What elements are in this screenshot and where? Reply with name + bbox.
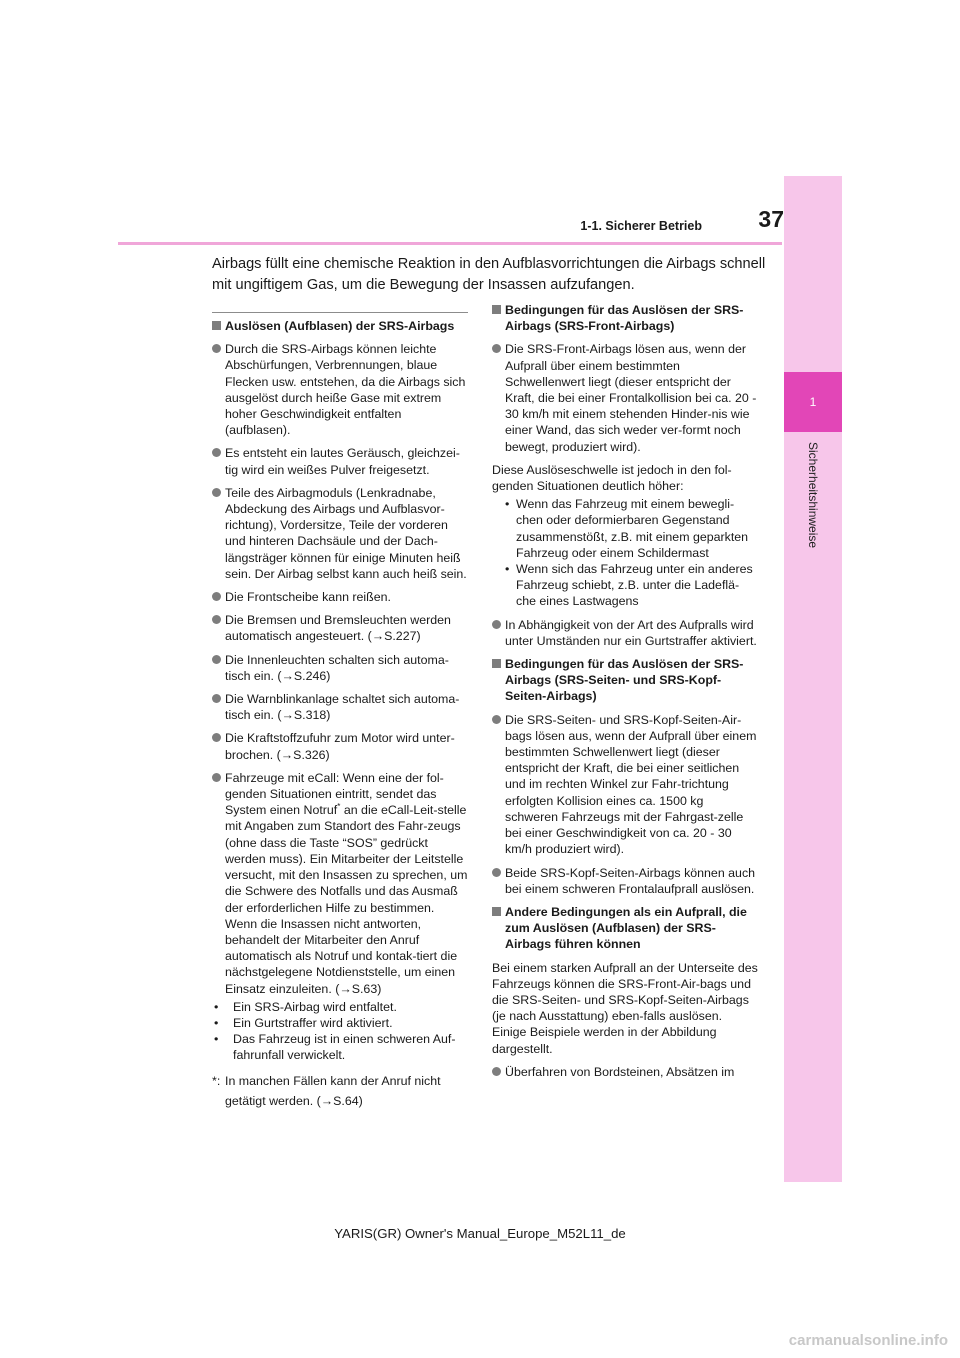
section-heading [492, 656, 758, 705]
section-heading [492, 904, 758, 953]
bullet-text: Die Frontscheibe kann reißen. [225, 590, 391, 605]
threshold-sub-list [492, 496, 758, 609]
bullet-text: Die SRS-Front-Airbags lösen aus, wenn der Aufprall über einem bestimmten Schwellenwert liegt (dieser entspricht der Kraft, die bei einer Frontalkollision bei ca. 20 - 30 km/h mit einem stehenden Hinder-nis wie einer Wand, das sich weder ver-formt noch bewegt, produziert wird). [505, 342, 757, 454]
chapter-label: Sicherheitshinweise [806, 442, 820, 549]
right-column [492, 302, 758, 1087]
circle-bullet-icon [212, 773, 221, 782]
dot-bullet-icon: • [505, 562, 510, 577]
bullet-text: Die Innenleuchten schalten sich automa-tisch ein. (→S.246) [225, 652, 449, 683]
section-title: 1-1. Sicherer Betrieb [580, 219, 702, 233]
circle-bullet-icon [492, 868, 501, 877]
bullet-text: Die Kraftstoffzufuhr zum Motor wird unter-brochen. (→S.326) [225, 731, 455, 762]
section-heading [212, 318, 468, 334]
list-item [212, 1015, 468, 1031]
circle-bullet-icon [492, 715, 501, 724]
bullet-item [212, 652, 468, 684]
bullet-text: Die Bremsen und Bremsleuchten werden automatisch angesteuert. (→S.227) [225, 613, 451, 644]
bullet-item [492, 865, 758, 897]
bullet-text: Beide SRS-Kopf-Seiten-Airbags können auch bei einem schweren Frontalaufprall auslösen. [505, 865, 756, 896]
section-heading-text: Auslösen (Aufblasen) der SRS-Airbags [225, 319, 455, 333]
list-item [492, 496, 758, 561]
bullet-item [212, 341, 468, 438]
circle-bullet-icon [212, 488, 221, 497]
bullet-text: In Abhängigkeit von der Art des Aufpralls wird unter Umständen nur ein Gurtstraffer aktiviert. [505, 617, 757, 648]
bullet-item [212, 589, 468, 605]
bullet-item [492, 712, 758, 858]
list-item-text: Wenn sich das Fahrzeug unter ein anderes Fahrzeug schiebt, z.B. unter die Ladeflä-che eines Lastwagens [516, 562, 753, 609]
bullet-item [212, 691, 468, 723]
ecall-sub-list [212, 999, 468, 1064]
list-item-text: Wenn das Fahrzeug mit einem bewegli-chen oder deformierbaren Gegenstand zusammenstößt, z.B. mit einem geparkten Fahrzeug oder einem Schildermast [516, 497, 749, 560]
list-item [492, 561, 758, 610]
circle-bullet-icon [212, 694, 221, 703]
bullet-text: Die SRS-Seiten- und SRS-Kopf-Seiten-Air-bags lösen aus, wenn der Aufprall über einem bestimmten Schwellenwert liegt (dieser entspricht der Kraft, die bei einer seitlichen und im rechten Winkel zur Fahr-trichtung erfolgten Kollision eines ca. 1500 kg schweren Fahrzeugs mit der Fahrgast-zelle bei einer Geschwindigkeit von ca. 20 - 30 km/h produziert wird). [505, 712, 757, 857]
square-bullet-icon [212, 321, 221, 330]
circle-bullet-icon [212, 344, 221, 353]
bullet-text: Überfahren von Bordsteinen, Absätzen im [505, 1064, 735, 1079]
footnote [212, 1071, 468, 1111]
watermark: carmanualsonline.info [788, 1332, 948, 1349]
header-rule [118, 242, 782, 245]
chapter-number-tab[interactable] [784, 372, 842, 432]
bullet-text: Die Warnblinkanlage schaltet sich automa-tisch ein. (→S.318) [225, 692, 460, 723]
chapter-side-label [786, 442, 840, 566]
chapter-side-strip [784, 176, 842, 1182]
bullet-text: Es entsteht ein lautes Geräusch, gleichzei-tig wird ein weißes Pulver freigesetzt. [225, 446, 460, 477]
section-heading-text: Andere Bedingungen als ein Aufprall, die zum Auslösen (Aufblasen) der SRS-Airbags führen können [505, 904, 747, 952]
bullet-item [492, 617, 758, 649]
square-bullet-icon [492, 907, 501, 916]
list-item-text: Ein SRS-Airbag wird entfaltet. [233, 999, 397, 1014]
bullet-item [212, 730, 468, 762]
circle-bullet-icon [492, 620, 501, 629]
section-heading [492, 302, 758, 334]
dot-bullet-icon: • [505, 497, 510, 512]
footnote-text: In manchen Fällen kann der Anruf nicht getätigt werden. (→S.64) [225, 1073, 441, 1108]
dot-bullet-icon: • [214, 999, 219, 1014]
ecall-text-after: an die eCall-Leit-stelle mit Angaben zum Standort des Fahr-zeugs (ohne dass die Taste “SOS” gedrückt werden muss). Ein Mitarbeiter der Leitstelle versucht, mit den Insassen zu sprechen, um die Schwere des Notfalls und das Ausmaß der erforderlichen Hilfe zu bestimmen. Wenn die Insassen nicht antworten, behandelt der Mitarbeiter den Anruf automatisch als Notruf und kontak-tiert die nächstgelegene Notdienststelle, um einen Einsatz einzuleiten. (→S.63) [225, 803, 468, 996]
page-number: 37 [758, 206, 784, 232]
dot-bullet-icon: • [214, 1015, 219, 1030]
section-heading-text: Bedingungen für das Auslösen der SRS-Airbags (SRS-Seiten- und SRS-Kopf-Seiten-Airbags) [505, 657, 744, 704]
circle-bullet-icon [212, 592, 221, 601]
left-column [212, 318, 468, 1111]
circle-bullet-icon [212, 448, 221, 457]
intro-paragraph: Airbags füllt eine chemische Reaktion in den Aufblasvorrichtungen die Airbags schnell mit ungiftigem Gas, um die Bewegung der Insassen aufzufangen. [212, 256, 766, 293]
list-item [212, 1031, 468, 1063]
section-heading-text: Bedingungen für das Auslösen der SRS-Airbags (SRS-Front-Airbags) [505, 303, 744, 334]
bullet-item [212, 445, 468, 477]
chapter-number: 1 [809, 395, 817, 409]
square-bullet-icon [492, 305, 501, 314]
bullet-text: Teile des Airbagmoduls (Lenkradnabe, Abdeckung des Airbags und Aufblasvor-richtung), Vordersitze, Teile der vorderen und hinteren Dachsäule und der Dach-längsträger können für einige Minuten heiß sein. Der Airbag selbst kann auch heiß sein. [225, 485, 467, 581]
list-item-text: Das Fahrzeug ist in einen schweren Auf-fahrunfall verwickelt. [233, 1032, 456, 1063]
bullet-item [492, 341, 758, 454]
circle-bullet-icon [212, 655, 221, 664]
bullet-text: Durch die SRS-Airbags können leichte Abschürfungen, Verbrennungen, blaue Flecken usw. entstehen, da die Airbags sich ausgelöst durch heiße Gase mit extrem hoher Geschwindigkeit entfalten (aufblasen). [225, 342, 466, 438]
square-bullet-icon [492, 659, 501, 668]
bullet-item [492, 1064, 758, 1080]
paragraph: Bei einem starken Aufprall an der Unterseite des Fahrzeugs können die SRS-Front-Air-bags und die SRS-Seiten- und SRS-Kopf-Seiten-Airbags (je nach Ausstattung) eben-falls auslösen. Einige Beispiele werden in der Abbildung dargestellt. [492, 960, 758, 1056]
bullet-item [212, 485, 468, 582]
circle-bullet-icon [492, 1067, 501, 1076]
ecall-bullet [212, 770, 468, 997]
ecall-text-before: Fahrzeuge mit eCall: Wenn eine der fol-genden Situationen eintritt, sendet das System einen Notruf [225, 770, 444, 818]
dot-bullet-icon: • [214, 1032, 219, 1047]
paragraph: Diese Auslöseschwelle ist jedoch in den fol-genden Situationen deutlich höher: [492, 462, 732, 494]
list-item-text: Ein Gurtstraffer wird aktiviert. [233, 1015, 393, 1030]
footnote-mark: *: [212, 1073, 221, 1088]
footnote-reference: * [337, 802, 341, 812]
circle-bullet-icon [492, 344, 501, 353]
list-item [212, 999, 468, 1015]
footer-manual-id: YARIS(GR) Owner's Manual_Europe_M52L11_de [334, 1226, 626, 1241]
circle-bullet-icon [212, 733, 221, 742]
bullet-item [212, 612, 468, 644]
circle-bullet-icon [212, 615, 221, 624]
column-rule [212, 312, 468, 313]
